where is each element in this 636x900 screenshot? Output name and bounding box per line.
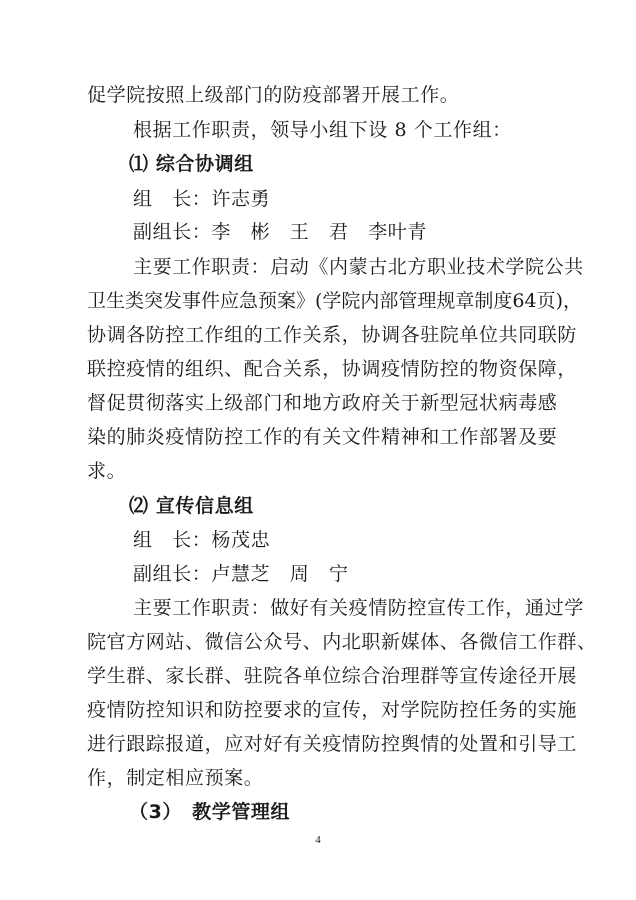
section-heading: （3） 教学管理组 <box>129 801 291 823</box>
text-line: 主要工作职责：做好有关疫情防控宣传工作，通过学 <box>133 597 584 619</box>
text-line: 作，制定相应预案。 <box>87 767 264 789</box>
text-line: 促学院按照上级部门的防疫部署开展工作。 <box>87 84 460 106</box>
text-line: 主要工作职责：启动《内蒙古北方职业技术学院公共 <box>133 256 584 278</box>
text-line: 组 长：杨茂忠 <box>133 529 271 551</box>
text-line: 进行跟踪报道，应对好有关疫情防控舆情的处置和引导工 <box>87 733 578 755</box>
text-line: 副组长：卢慧芝 周 宁 <box>133 563 349 585</box>
text-line: 求。 <box>87 460 127 482</box>
text-line: 督促贯彻落实上级部门和地方政府关于新型冠状病毒感 <box>87 392 558 414</box>
text-line: 根据工作职责，领导小组下设 8 个工作组： <box>133 119 512 141</box>
text-line: 组 长：许志勇 <box>133 188 271 210</box>
text-line: 副组长：李 彬 王 君 李叶青 <box>133 221 428 243</box>
text-line: 学生群、家长群、驻院各单位综合治理群等宣传途径开展 <box>87 665 578 687</box>
text-line: 联控疫情的组织、配合关系，协调疫情防控的物资保障， <box>87 358 578 380</box>
section-heading: ⑵ 宣传信息组 <box>129 495 254 517</box>
text-line: 染的肺炎疫情防控工作的有关文件精神和工作部署及要 <box>87 426 558 448</box>
page-number: 4 <box>315 834 321 846</box>
text-line: 疫情防控知识和防控要求的宣传，对学院防控任务的实施 <box>87 699 578 721</box>
section-heading: ⑴ 综合协调组 <box>129 153 254 175</box>
text-line: 院官方网站、微信公众号、内北职新媒体、各微信工作群、 <box>87 631 597 653</box>
text-line: 卫生类突发事件应急预案》(学院内部管理规章制度64页)， <box>87 290 583 312</box>
text-line: 协调各防控工作组的工作关系，协调各驻院单位共同联防 <box>87 324 578 346</box>
